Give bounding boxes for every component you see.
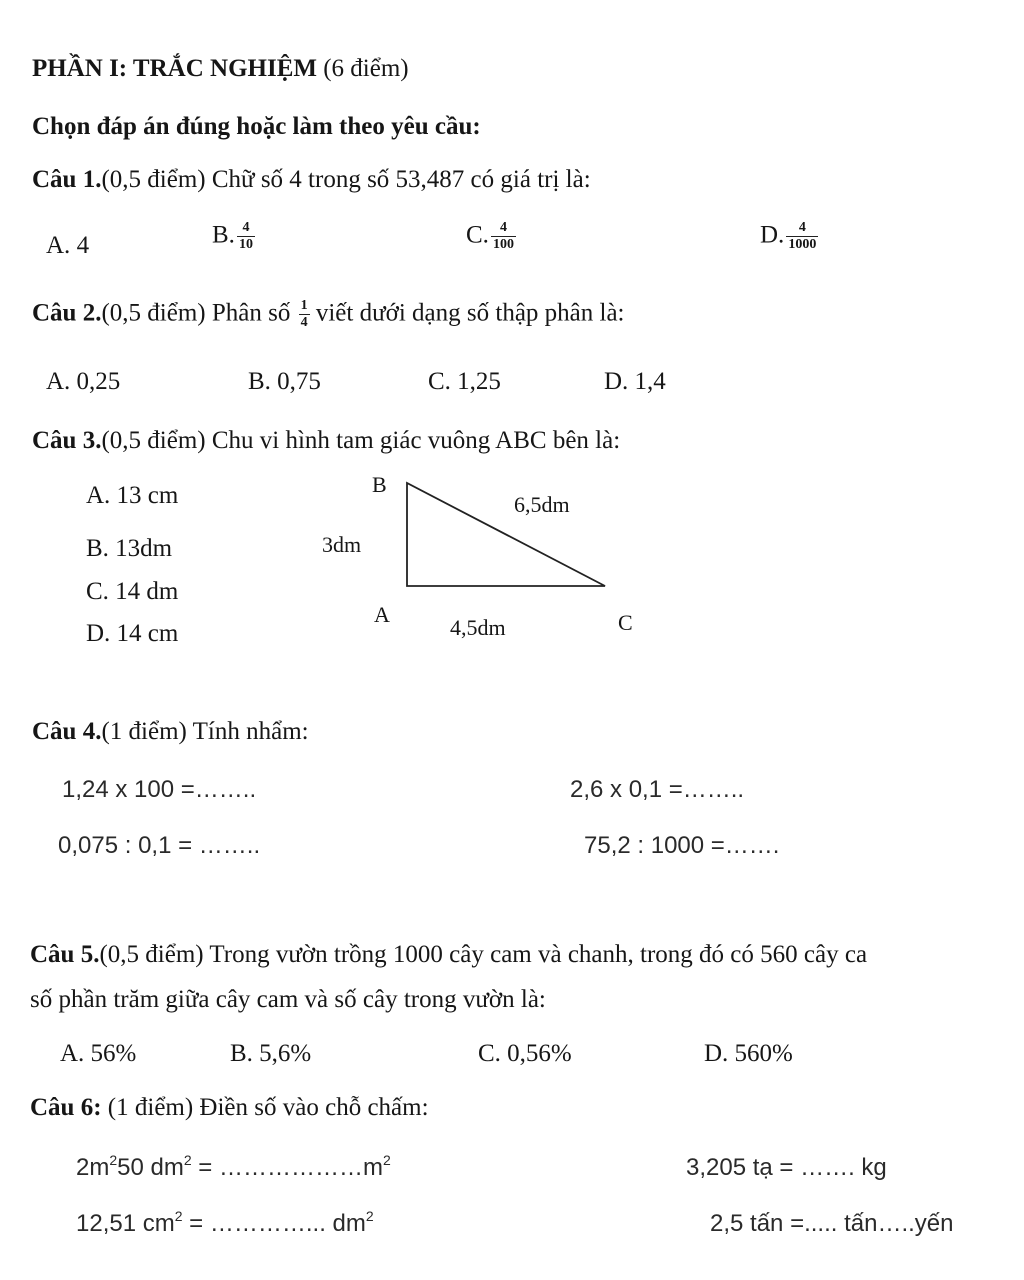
- q3-option-a[interactable]: A. 13 cm: [86, 482, 179, 509]
- q6-item-3-part: = …………... dm: [182, 1210, 366, 1237]
- question-1-text: (0,5 điểm) Chữ số 4 trong số 53,487 có giá trị là:: [101, 166, 591, 193]
- question-5-text: (0,5 điểm) Trong vườn trồng 1000 cây cam và chanh, trong đó có 560 cây ca: [99, 941, 868, 968]
- question-4-label: Câu 4.: [32, 718, 102, 745]
- fraction-denominator: 4: [300, 315, 308, 331]
- q2-option-c[interactable]: C. 1,25: [428, 368, 501, 395]
- q2-option-d[interactable]: D. 1,4: [604, 368, 666, 395]
- part-title: PHẦN I: TRẮC NGHIỆM: [32, 55, 317, 82]
- q5-option-a[interactable]: A. 56%: [60, 1040, 137, 1067]
- q3-option-c[interactable]: C. 14 dm: [86, 578, 179, 605]
- q6-item-4[interactable]: 2,5 tấn =..... tấn…..yến: [710, 1210, 954, 1237]
- q2-option-b[interactable]: B. 0,75: [248, 368, 321, 395]
- fraction-numerator: 1: [300, 298, 308, 313]
- q6-item-1-part: = ………………m: [191, 1154, 383, 1181]
- question-2: [32, 298, 625, 331]
- q4-item-2[interactable]: 2,6 x 0,1 =……..: [570, 776, 745, 803]
- q3-option-b[interactable]: B. 13dm: [86, 535, 173, 562]
- q5-option-b[interactable]: B. 5,6%: [230, 1040, 312, 1067]
- question-3: [32, 427, 620, 455]
- superscript: 2: [109, 1152, 118, 1168]
- side-ab-label: 3dm: [322, 532, 362, 557]
- side-ac-label: 4,5dm: [450, 615, 506, 640]
- option-letter: A.: [46, 232, 77, 259]
- instruction: Chọn đáp án đúng hoặc làm theo yêu cầu:: [32, 113, 481, 140]
- triangle-shape: [407, 483, 605, 586]
- question-2-text-before: (0,5 điểm) Phân số: [101, 299, 291, 327]
- question-5-label: Câu 5.: [30, 941, 100, 968]
- fraction-numerator: 4: [499, 220, 507, 235]
- fraction-denominator: 10: [238, 237, 253, 253]
- q1-option-d[interactable]: [760, 220, 818, 253]
- fraction: [786, 220, 818, 253]
- option-letter: C.: [466, 221, 489, 249]
- q1-option-a[interactable]: [46, 232, 89, 260]
- q3-option-d[interactable]: D. 14 cm: [86, 620, 179, 647]
- q6-item-1-part: 50 dm: [117, 1154, 184, 1181]
- fraction-denominator: 100: [492, 237, 514, 253]
- part-heading: [32, 55, 409, 83]
- question-6-text: (1 điểm) Điền số vào chỗ chấm:: [101, 1094, 429, 1121]
- fraction-numerator: 4: [798, 220, 806, 235]
- option-letter: B.: [212, 221, 235, 249]
- vertex-c-label: C: [618, 610, 633, 635]
- fraction: [299, 298, 310, 331]
- option-value: 4: [76, 232, 90, 259]
- question-5: [30, 941, 867, 969]
- right-triangle-figure: [300, 470, 640, 645]
- q6-item-1-part: 2m: [76, 1154, 110, 1181]
- part-points: (6 điểm): [323, 55, 409, 82]
- superscript: 2: [174, 1208, 183, 1224]
- question-1: [32, 166, 591, 194]
- fraction-numerator: 4: [242, 220, 250, 235]
- question-4-text: (1 điểm) Tính nhẩm:: [101, 718, 309, 745]
- fraction: [237, 220, 255, 253]
- fraction-denominator: 1000: [788, 237, 817, 253]
- q6-item-2[interactable]: 3,205 tạ = ……. kg: [686, 1154, 887, 1181]
- question-1-label: Câu 1.: [32, 166, 102, 193]
- fraction: [491, 220, 516, 253]
- q6-item-3[interactable]: [76, 1210, 374, 1238]
- question-6-label: Câu 6:: [30, 1094, 102, 1121]
- q6-item-1[interactable]: [76, 1154, 391, 1182]
- superscript: 2: [382, 1152, 391, 1168]
- q5-option-c[interactable]: C. 0,56%: [478, 1040, 572, 1067]
- superscript: 2: [183, 1152, 192, 1168]
- question-3-text: (0,5 điểm) Chu vi hình tam giác vuông ABC bên là:: [101, 427, 621, 454]
- vertex-a-label: A: [374, 602, 390, 627]
- q4-item-1[interactable]: 1,24 x 100 =……..: [62, 776, 257, 803]
- q2-option-a[interactable]: A. 0,25: [46, 368, 121, 395]
- question-2-label: Câu 2.: [32, 299, 102, 327]
- q6-item-3-part: 12,51 cm: [76, 1210, 175, 1237]
- question-2-text-after: viết dưới dạng số thập phân là:: [315, 299, 625, 327]
- question-3-label: Câu 3.: [32, 427, 102, 454]
- side-bc-label: 6,5dm: [514, 492, 570, 517]
- superscript: 2: [365, 1208, 374, 1224]
- q1-option-b[interactable]: [212, 220, 255, 253]
- q4-item-3[interactable]: 0,075 : 0,1 = ……..: [58, 832, 261, 859]
- option-letter: D.: [760, 221, 785, 249]
- vertex-b-label: B: [372, 472, 387, 497]
- q4-item-4[interactable]: 75,2 : 1000 =…….: [584, 832, 780, 859]
- question-6: [30, 1094, 429, 1122]
- question-5-text-line2: số phần trăm giữa cây cam và số cây trong vườn là:: [30, 986, 546, 1013]
- q1-option-c[interactable]: [466, 220, 516, 253]
- q5-option-d[interactable]: D. 560%: [704, 1040, 793, 1067]
- question-4: [32, 718, 309, 746]
